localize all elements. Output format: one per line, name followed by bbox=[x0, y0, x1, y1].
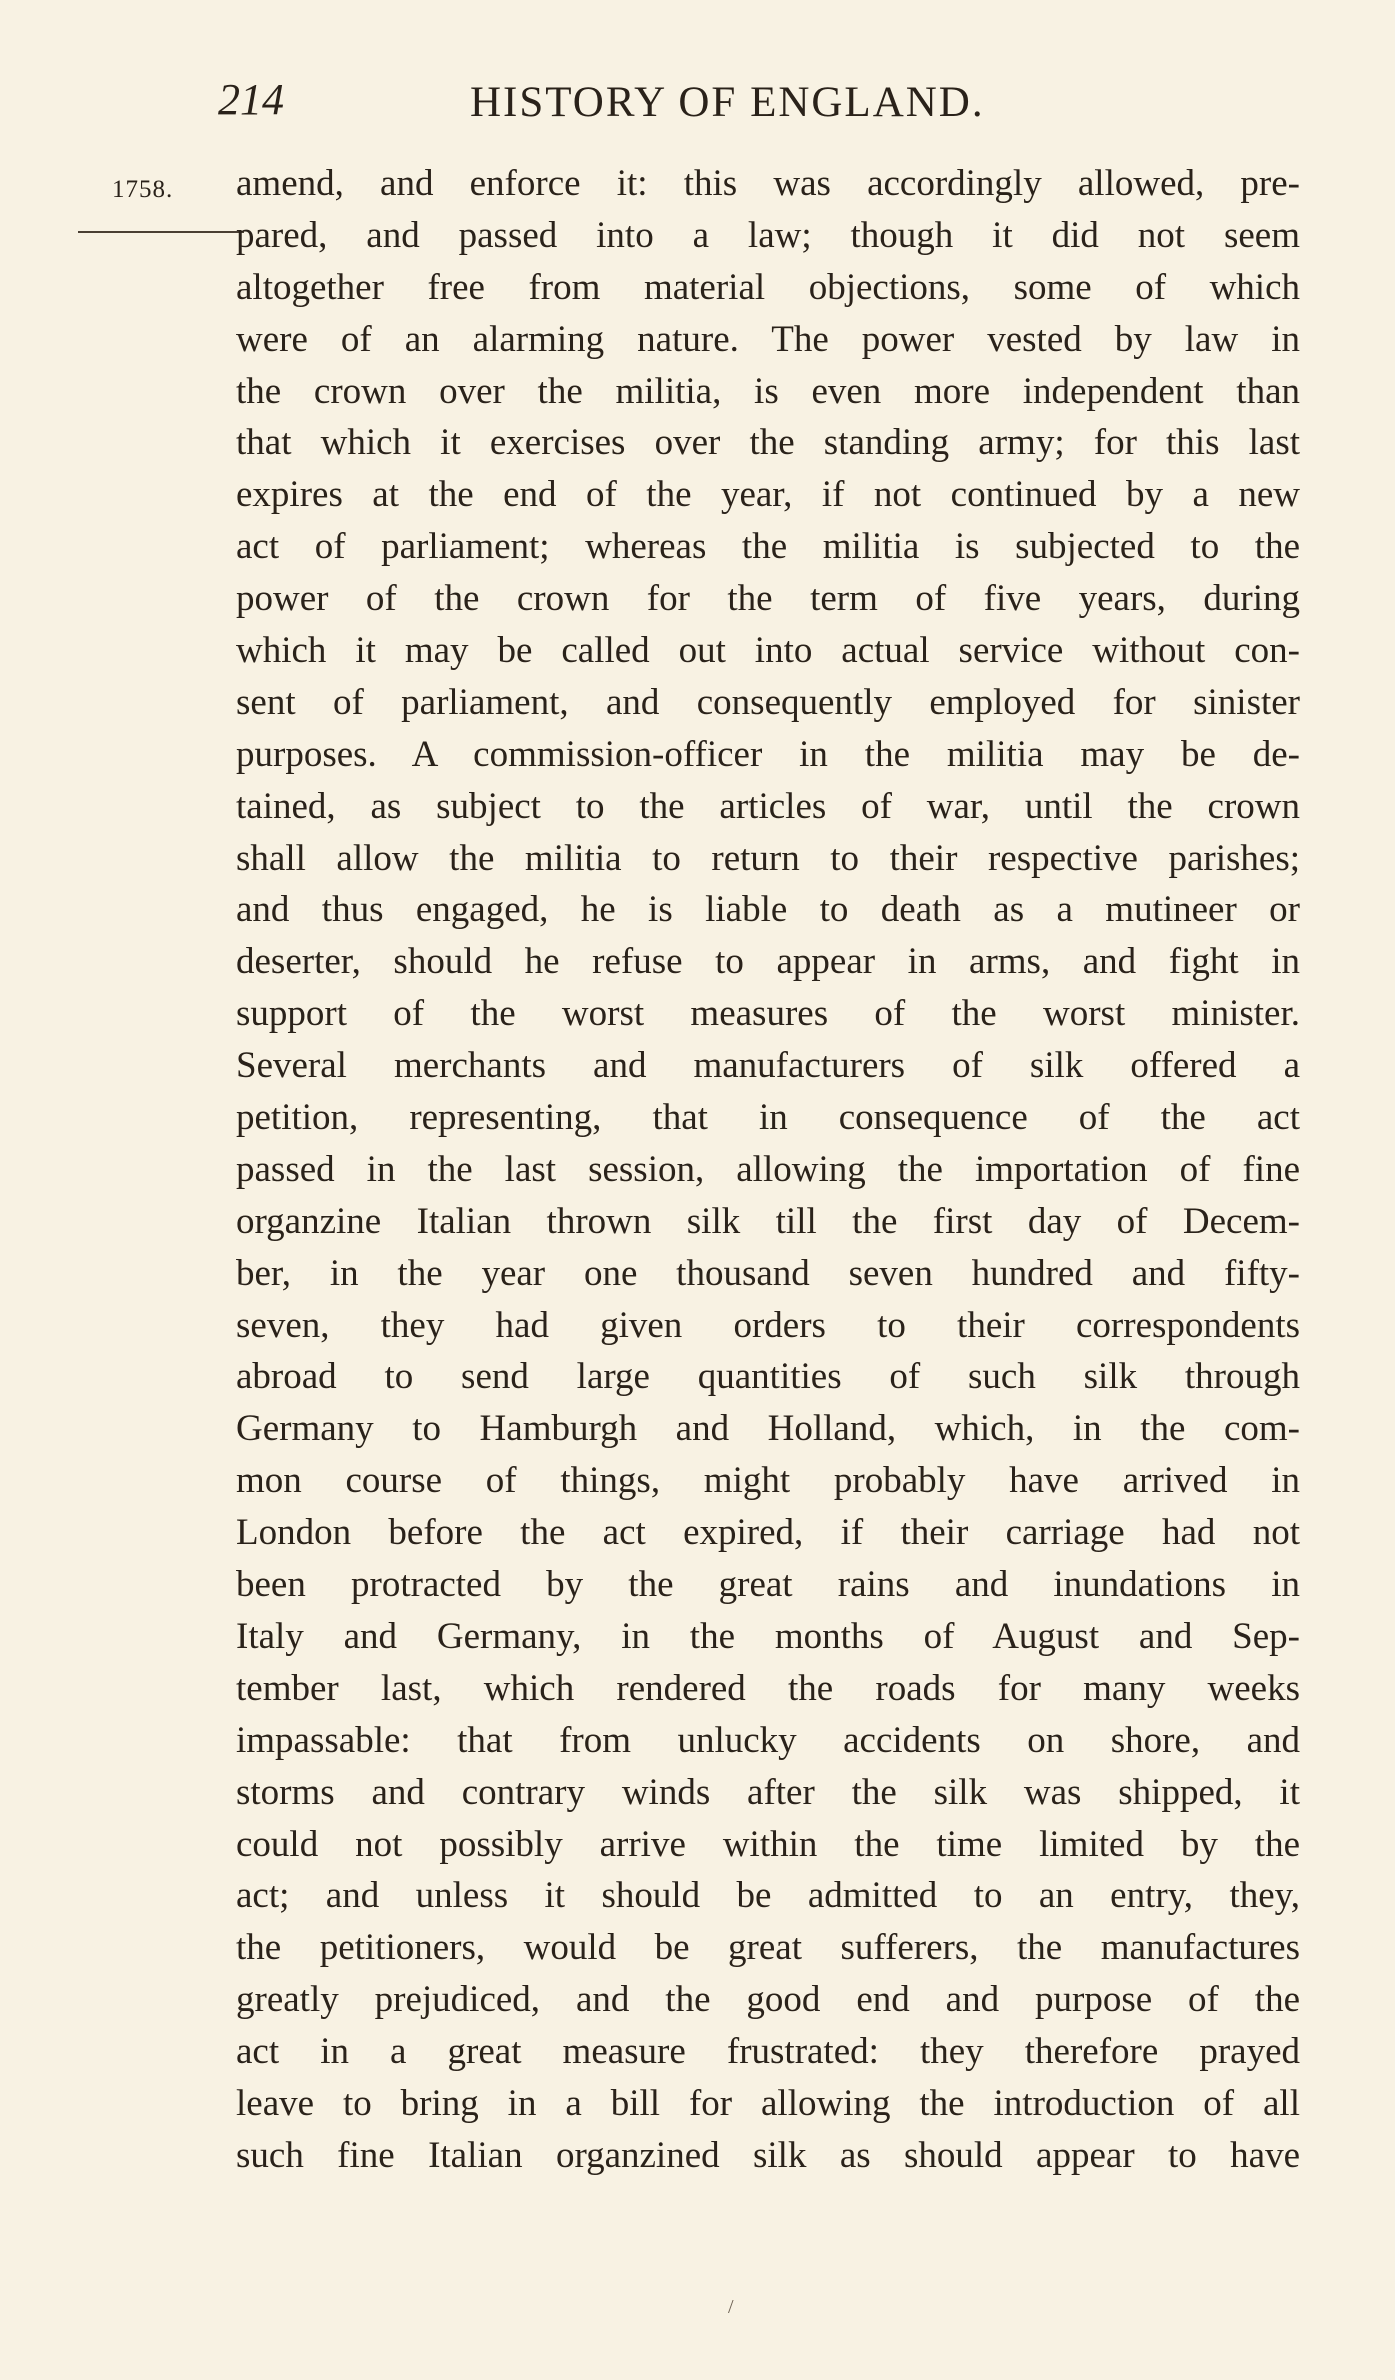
text-line: sent of parliament, and consequently employed for sinister bbox=[236, 681, 1300, 723]
text-line: amend, and enforce it: this was accordingly allowed, pre- bbox=[236, 163, 1300, 204]
text-line: the petitioners, would be great sufferers, the manufactures bbox=[236, 1927, 1300, 1969]
text-line: act in a great measure frustrated: they therefore prayed bbox=[236, 2031, 1300, 2073]
text-line: deserter, should he refuse to appear in arms, and fight in bbox=[236, 941, 1300, 983]
text-line: ber, in the year one thousand seven hundred and fifty- bbox=[236, 1252, 1300, 1294]
text-line: act; and unless it should be admitted to an entry, they, bbox=[236, 1875, 1300, 1917]
text-line: such fine Italian organzined silk as should appear to have bbox=[236, 2134, 1300, 2176]
text-line: passed in the last session, allowing the importation of fine bbox=[236, 1148, 1300, 1190]
text-line: leave to bring in a bill for allowing the introduction of all bbox=[236, 2082, 1300, 2124]
text-line: act of parliament; whereas the militia is subjected to the bbox=[236, 526, 1300, 568]
text-line: storms and contrary winds after the silk was shipped, it bbox=[236, 1771, 1300, 1813]
body-text bbox=[236, 158, 1300, 2182]
page-mark: / bbox=[728, 2296, 734, 2318]
text-line: petition, representing, that in consequence of the act bbox=[236, 1097, 1300, 1139]
text-line: tained, as subject to the articles of war, until the crown bbox=[236, 785, 1300, 827]
text-line: and thus engaged, he is liable to death as a mutineer or bbox=[236, 889, 1300, 931]
text-line: Italy and Germany, in the months of August and Sep- bbox=[236, 1615, 1300, 1657]
text-line: shall allow the militia to return to their respective parishes; bbox=[236, 837, 1300, 879]
text-line: seven, they had given orders to their correspondents bbox=[236, 1304, 1300, 1346]
text-line: the crown over the militia, is even more independent than bbox=[236, 370, 1300, 412]
text-line: impassable: that from unlucky accidents on shore, and bbox=[236, 1719, 1300, 1761]
text-line: London before the act expired, if their carriage had not bbox=[236, 1512, 1300, 1554]
text-line: pared, and passed into a law; though it did not seem bbox=[236, 214, 1300, 256]
text-line: Germany to Hamburgh and Holland, which, in the com- bbox=[236, 1408, 1300, 1450]
text-line: been protracted by the great rains and inundations in bbox=[236, 1564, 1300, 1606]
text-line: organzine Italian thrown silk till the first day of Decem- bbox=[236, 1200, 1300, 1242]
text-line: could not possibly arrive within the time limited by the bbox=[236, 1823, 1300, 1865]
page-number: 214 bbox=[218, 75, 284, 124]
text-line: expires at the end of the year, if not continued by a new bbox=[236, 474, 1300, 516]
text-line: tember last, which rendered the roads for many weeks bbox=[236, 1667, 1300, 1709]
text-line: Several merchants and manufacturers of silk offered a bbox=[236, 1045, 1300, 1087]
text-line: purposes. A commission-officer in the militia may be de- bbox=[236, 733, 1300, 775]
margin-year-note: 1758. bbox=[112, 176, 174, 203]
text-line: greatly prejudiced, and the good end and purpose of the bbox=[236, 1979, 1300, 2021]
text-line: altogether free from material objections, some of which bbox=[236, 266, 1300, 308]
margin-rule bbox=[78, 231, 244, 233]
running-title: HISTORY OF ENGLAND. bbox=[470, 79, 985, 126]
text-line: which it may be called out into actual service without con- bbox=[236, 630, 1300, 672]
text-line: power of the crown for the term of five years, during bbox=[236, 578, 1300, 620]
text-line: were of an alarming nature. The power vested by law in bbox=[236, 318, 1300, 360]
text-line: support of the worst measures of the worst minister. bbox=[236, 993, 1300, 1035]
text-line: that which it exercises over the standing army; for this last bbox=[236, 422, 1300, 464]
text-line: abroad to send large quantities of such silk through bbox=[236, 1356, 1300, 1398]
text-line: mon course of things, might probably have arrived in bbox=[236, 1460, 1300, 1502]
